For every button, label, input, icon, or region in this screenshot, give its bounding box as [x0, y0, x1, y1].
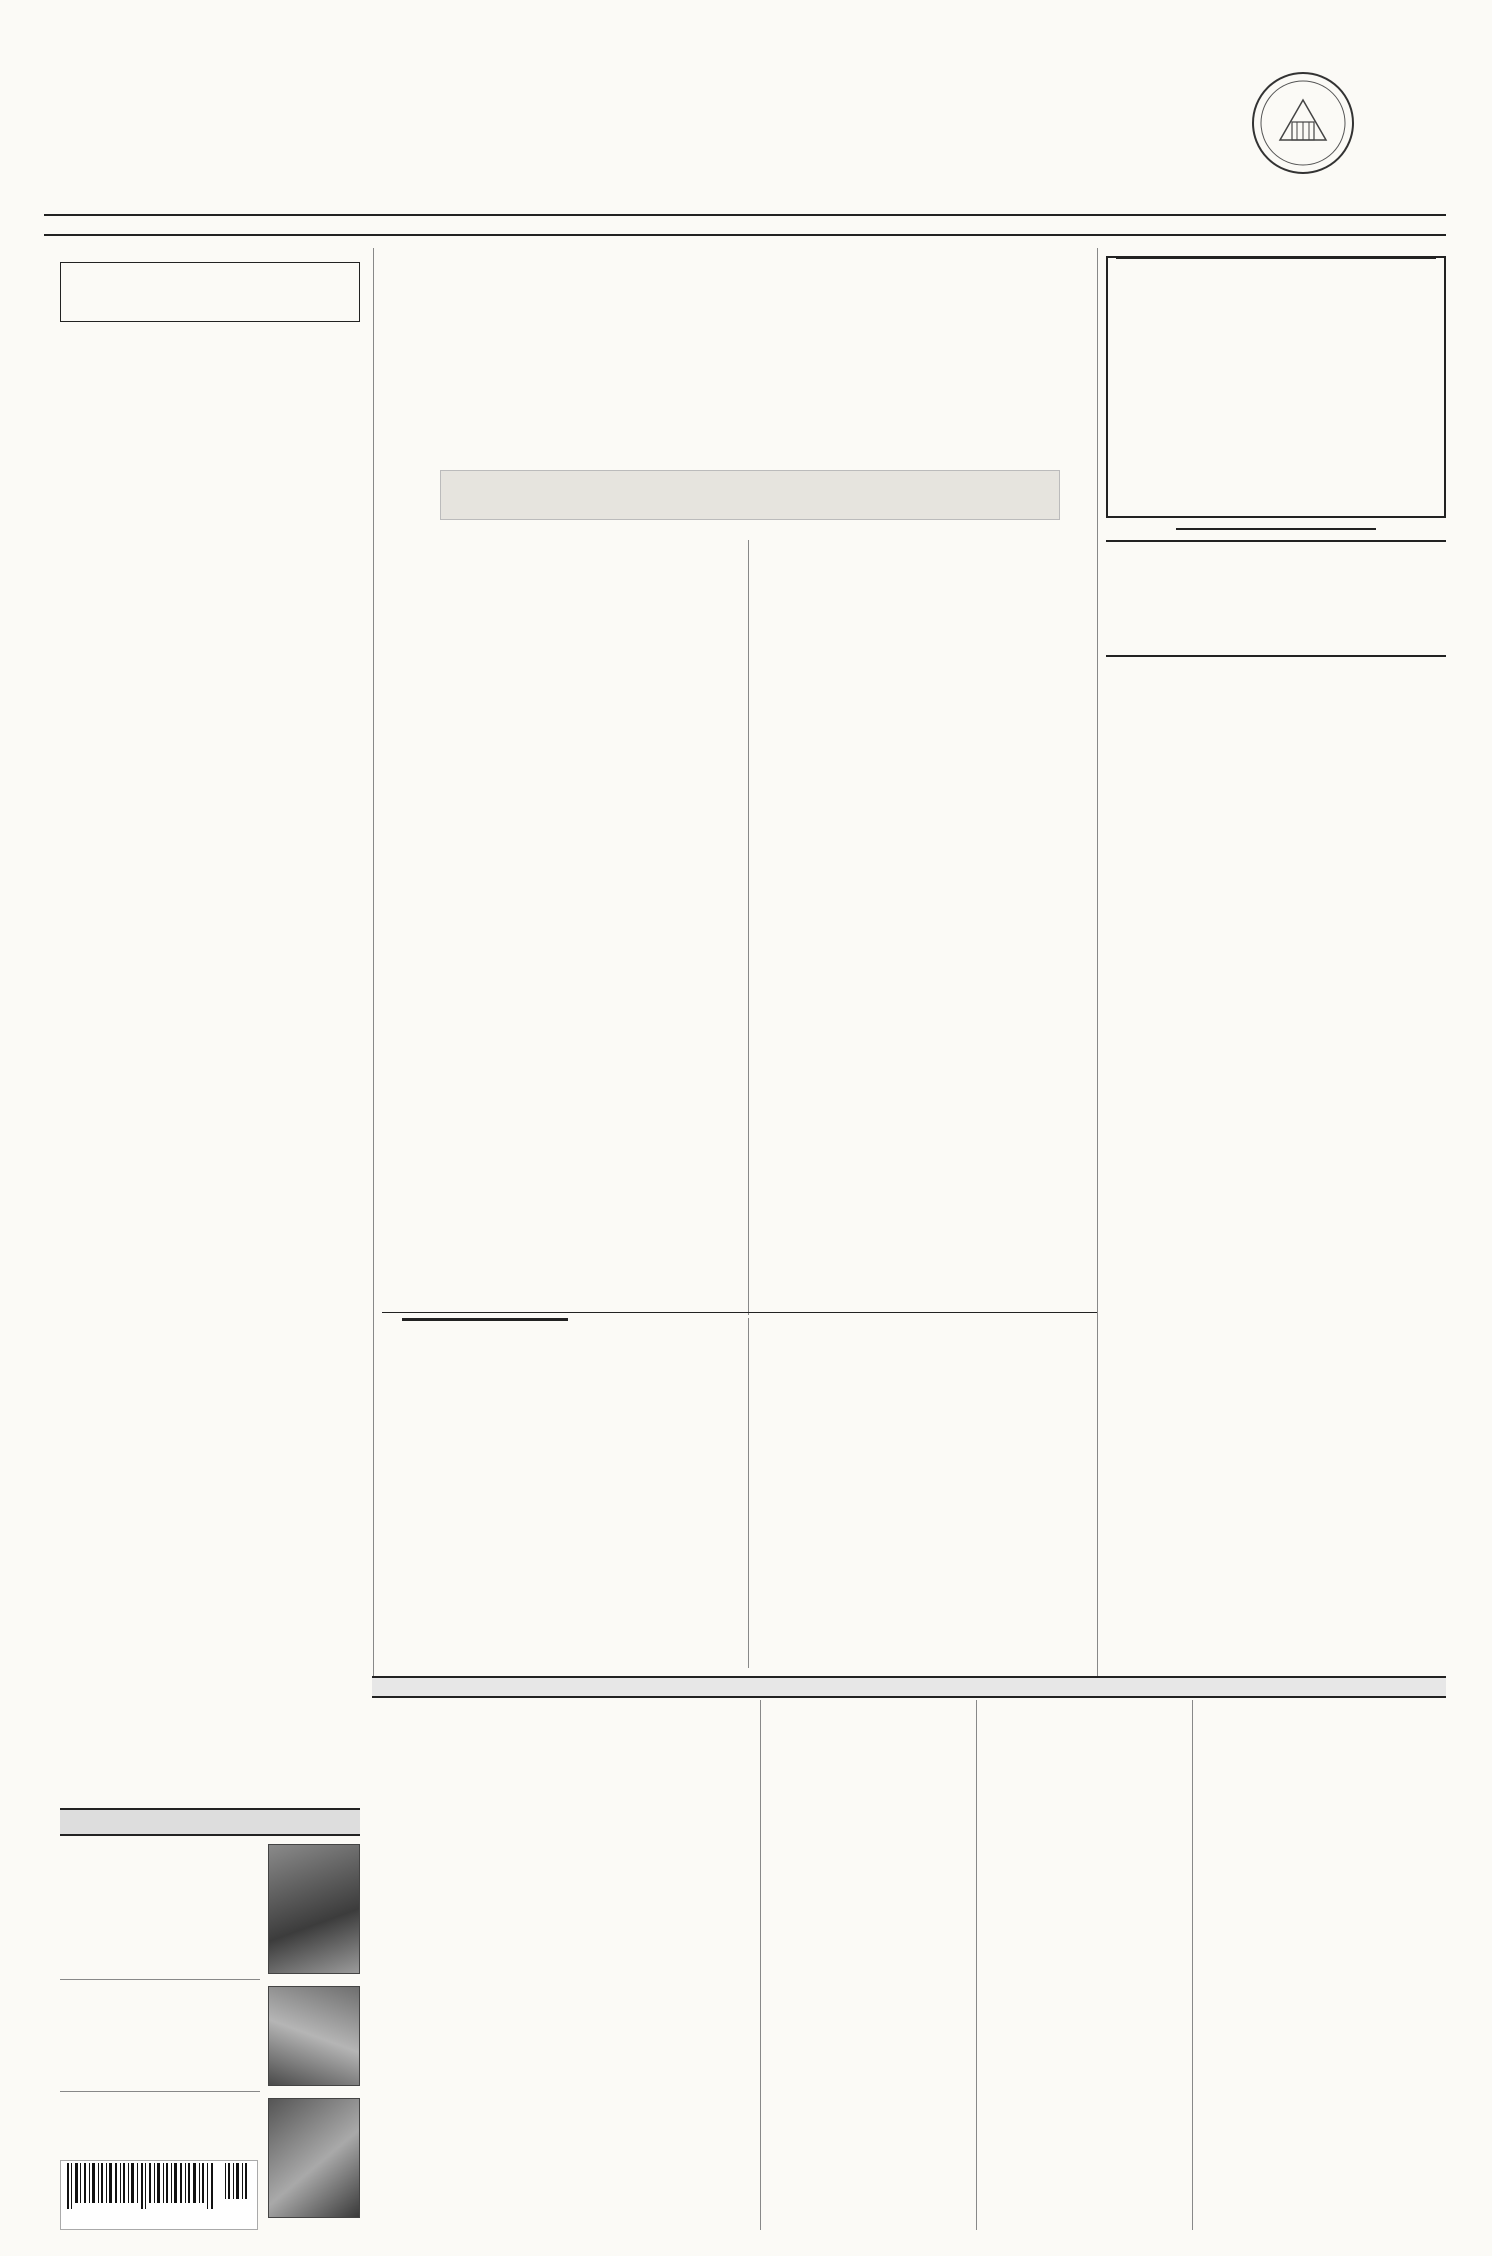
tis-imeras-bar — [372, 1676, 1446, 1696]
estia-anniversary-box — [1106, 256, 1446, 518]
todays-topics-header — [60, 1810, 360, 1836]
anniversary-text — [1108, 259, 1444, 473]
seal-emblem — [1250, 70, 1356, 176]
pennies-text2 — [580, 1324, 742, 1667]
topic-item[interactable] — [60, 1980, 260, 2092]
pennies-header — [402, 1318, 568, 1438]
main-article-col2 — [758, 540, 1088, 880]
main-subheadline — [440, 470, 1060, 520]
tourism-col1 — [382, 1806, 754, 2226]
kosmos-title — [1176, 528, 1376, 530]
pennies-line — [402, 1320, 568, 1321]
main-article-col2b — [758, 916, 1088, 1306]
main-article-col1 — [402, 540, 738, 708]
topic-photo — [268, 2098, 360, 2218]
main-article-col1b — [402, 742, 738, 1307]
pennies-text — [402, 1442, 572, 1667]
topic-photo — [268, 1986, 360, 2086]
tourism-col3 — [984, 1710, 1184, 2226]
newspaper-logo — [385, 52, 1145, 167]
topic-item[interactable] — [60, 1840, 260, 1980]
tourism-intro — [382, 1710, 752, 1750]
topics-list — [60, 1840, 260, 2210]
topic-photo — [268, 1844, 360, 1974]
left-article-title-box — [60, 262, 360, 322]
tourism-col2 — [768, 1710, 968, 2226]
info-bar — [44, 214, 1446, 236]
moodys-body — [758, 1384, 1088, 1666]
barcode — [60, 2160, 258, 2230]
kosmos-box — [1106, 540, 1446, 650]
left-article-body — [60, 356, 360, 1756]
